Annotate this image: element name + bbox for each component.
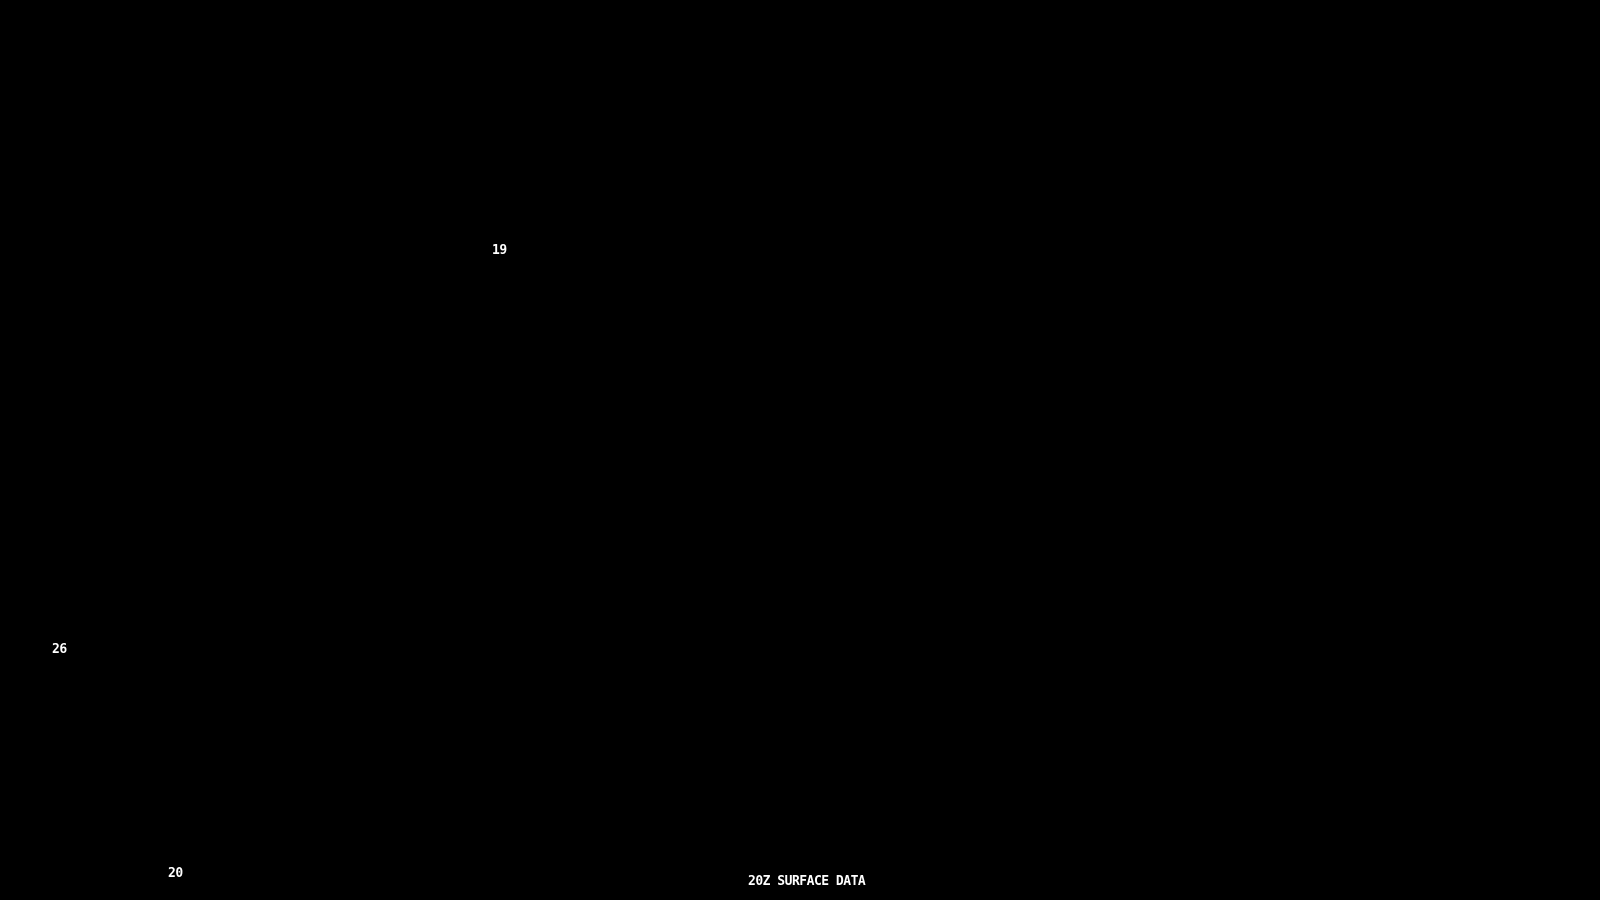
station-value: 26 [52,642,67,657]
station-value: 19 [492,243,507,258]
station-value: 20 [168,866,183,881]
legend-label: 20Z SURFACE DATA [748,874,866,889]
